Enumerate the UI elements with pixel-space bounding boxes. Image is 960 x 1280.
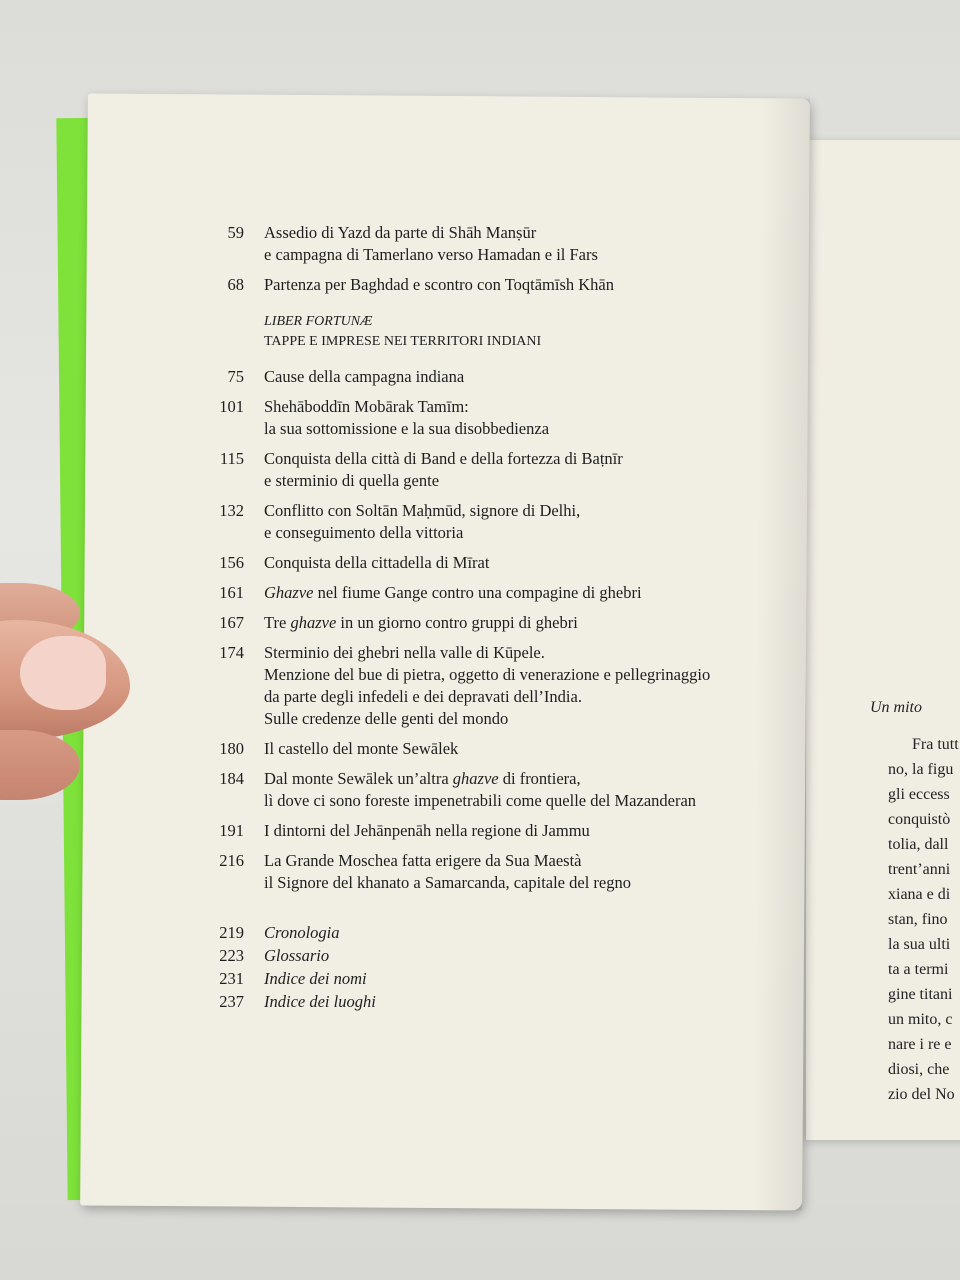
right-page-line: gine titani bbox=[888, 986, 953, 1003]
toc-page-number: 223 bbox=[219, 946, 244, 965]
right-page-line: xiana e di bbox=[888, 886, 951, 903]
toc-entry-title: Cronologia bbox=[264, 923, 340, 942]
toc-entry-title: Conquista della cittadella di Mīrat bbox=[264, 553, 490, 572]
toc-line: e sterminio di quella gente bbox=[264, 471, 440, 490]
toc-line: Shehāboddīn Mobārak Tamīm: bbox=[264, 397, 469, 416]
toc-line: lì dove ci sono foreste impenetrabili come quelle del Mazanderan bbox=[264, 791, 697, 810]
toc-entry bbox=[200, 945, 780, 967]
toc-entry bbox=[200, 991, 780, 1013]
toc-entry-title bbox=[264, 768, 696, 812]
toc-entry bbox=[200, 738, 780, 760]
toc-page-number: 68 bbox=[227, 275, 244, 294]
toc-line: Assedio di Yazd da parte di Shāh Manṣūr bbox=[264, 223, 537, 242]
toc-page-number: 115 bbox=[219, 449, 244, 468]
toc-page-number: 59 bbox=[227, 223, 244, 242]
toc-entry bbox=[200, 922, 780, 944]
toc-page-number: 167 bbox=[219, 613, 244, 632]
section-label: LIBER FORTUNÆ bbox=[264, 314, 373, 329]
right-page-line: stan, fino bbox=[888, 911, 948, 928]
toc-page-number: 180 bbox=[219, 739, 244, 758]
toc-page-number: 156 bbox=[219, 553, 244, 572]
toc-line: Conflitto con Soltān Maḥmūd, signore di Delhi, bbox=[264, 501, 581, 520]
toc-entry-title: Indice dei nomi bbox=[264, 969, 367, 988]
toc-entry-title bbox=[264, 612, 578, 634]
toc-line: di frontiera, bbox=[498, 769, 581, 788]
toc-line: da parte degli infedeli e dei depravati dell’India. bbox=[264, 687, 582, 706]
toc-entry-title bbox=[264, 500, 580, 544]
toc-entry bbox=[200, 500, 780, 544]
toc-entry bbox=[200, 222, 780, 266]
toc-page-number: 132 bbox=[219, 501, 244, 520]
thumbnail-nail bbox=[20, 636, 106, 710]
toc-line: Sterminio dei ghebri nella valle di Kūpele. bbox=[264, 643, 545, 662]
right-page-line: gli eccess bbox=[888, 786, 950, 803]
toc-entry-title bbox=[264, 582, 642, 604]
toc-page-number: 231 bbox=[219, 969, 244, 988]
toc-entry-title: Partenza per Baghdad e scontro con Toqtāmīsh Khān bbox=[264, 275, 614, 294]
toc-line: Conquista della città di Band e della fortezza di Baṭnīr bbox=[264, 449, 623, 468]
right-page-line: un mito, c bbox=[888, 1011, 953, 1028]
toc-entry bbox=[200, 552, 780, 574]
toc-page-number: 237 bbox=[219, 992, 244, 1011]
right-page-line: nare i re e bbox=[888, 1036, 952, 1053]
table-of-contents bbox=[200, 222, 780, 1014]
toc-italic-word: ghazve bbox=[452, 769, 499, 788]
right-page-line: ta a termi bbox=[888, 961, 949, 978]
toc-page-number: 101 bbox=[219, 397, 244, 416]
toc-entry-title: Il castello del monte Sewālek bbox=[264, 739, 459, 758]
right-page-line: zio del No bbox=[888, 1086, 955, 1103]
toc-entry bbox=[200, 366, 780, 388]
toc-page-number: 75 bbox=[227, 367, 244, 386]
toc-line: e campagna di Tamerlano verso Hamadan e il Fars bbox=[264, 245, 598, 264]
right-page-line: la sua ulti bbox=[888, 936, 951, 953]
toc-entry bbox=[200, 448, 780, 492]
back-matter bbox=[200, 922, 780, 1013]
toc-entry-title bbox=[264, 222, 598, 266]
toc-entry-title bbox=[264, 448, 623, 492]
toc-line: Sulle credenze delle genti del mondo bbox=[264, 709, 509, 728]
right-page-line: no, la figu bbox=[888, 761, 954, 778]
toc-entry bbox=[200, 820, 780, 842]
toc-page-number: 216 bbox=[219, 851, 244, 870]
right-page-text bbox=[870, 695, 959, 1107]
toc-line: il Signore del khanato a Samarcanda, capitale del regno bbox=[264, 873, 631, 892]
right-page-heading: Un mito bbox=[870, 699, 922, 716]
toc-page-number: 174 bbox=[219, 643, 244, 662]
toc-entry bbox=[200, 612, 780, 634]
toc-entry-title bbox=[264, 396, 549, 440]
toc-entry bbox=[200, 274, 780, 296]
toc-line: Dal monte Sewālek un’altra bbox=[264, 769, 453, 788]
section-title: TAPPE E IMPRESE NEI TERRITORI INDIANI bbox=[264, 334, 542, 349]
toc-entry bbox=[200, 642, 780, 730]
toc-page-number: 191 bbox=[219, 821, 244, 840]
toc-page-number: 184 bbox=[219, 769, 244, 788]
toc-entry bbox=[200, 582, 780, 604]
section-heading bbox=[264, 312, 780, 352]
toc-line: La Grande Moschea fatta erigere da Sua Maestà bbox=[264, 851, 582, 870]
toc-page-number: 219 bbox=[219, 923, 244, 942]
toc-italic-word: ghazve bbox=[290, 613, 337, 632]
toc-line: nel fiume Gange contro una compagine di ghebri bbox=[313, 583, 642, 602]
toc-entry-title: I dintorni del Jehānpenāh nella regione di Jammu bbox=[264, 821, 590, 840]
toc-line: in un giorno contro gruppi di ghebri bbox=[336, 613, 578, 632]
toc-entry bbox=[200, 850, 780, 894]
toc-line: e conseguimento della vittoria bbox=[264, 523, 464, 542]
toc-entry-title bbox=[264, 642, 710, 730]
right-page-line: diosi, che bbox=[888, 1061, 950, 1078]
toc-line: Menzione del bue di pietra, oggetto di venerazione e pellegrinaggio bbox=[264, 665, 711, 684]
right-page-line: Fra tutt bbox=[912, 736, 959, 753]
toc-line: Tre bbox=[264, 613, 291, 632]
right-page-line: trent’anni bbox=[888, 861, 951, 878]
toc-page-number: 161 bbox=[219, 583, 244, 602]
right-page-line: tolia, dall bbox=[888, 836, 949, 853]
toc-entry bbox=[200, 396, 780, 440]
toc-italic-word: Ghazve bbox=[264, 583, 314, 602]
right-page-line: conquistò bbox=[888, 811, 951, 828]
toc-entry bbox=[200, 768, 780, 812]
toc-entry-title bbox=[264, 850, 631, 894]
toc-entry bbox=[200, 968, 780, 990]
toc-entry-title: Cause della campagna indiana bbox=[264, 367, 465, 386]
toc-entry-title: Indice dei luoghi bbox=[264, 992, 376, 1011]
toc-entry-title: Glossario bbox=[264, 946, 330, 965]
toc-line: la sua sottomissione e la sua disobbedienza bbox=[264, 419, 550, 438]
